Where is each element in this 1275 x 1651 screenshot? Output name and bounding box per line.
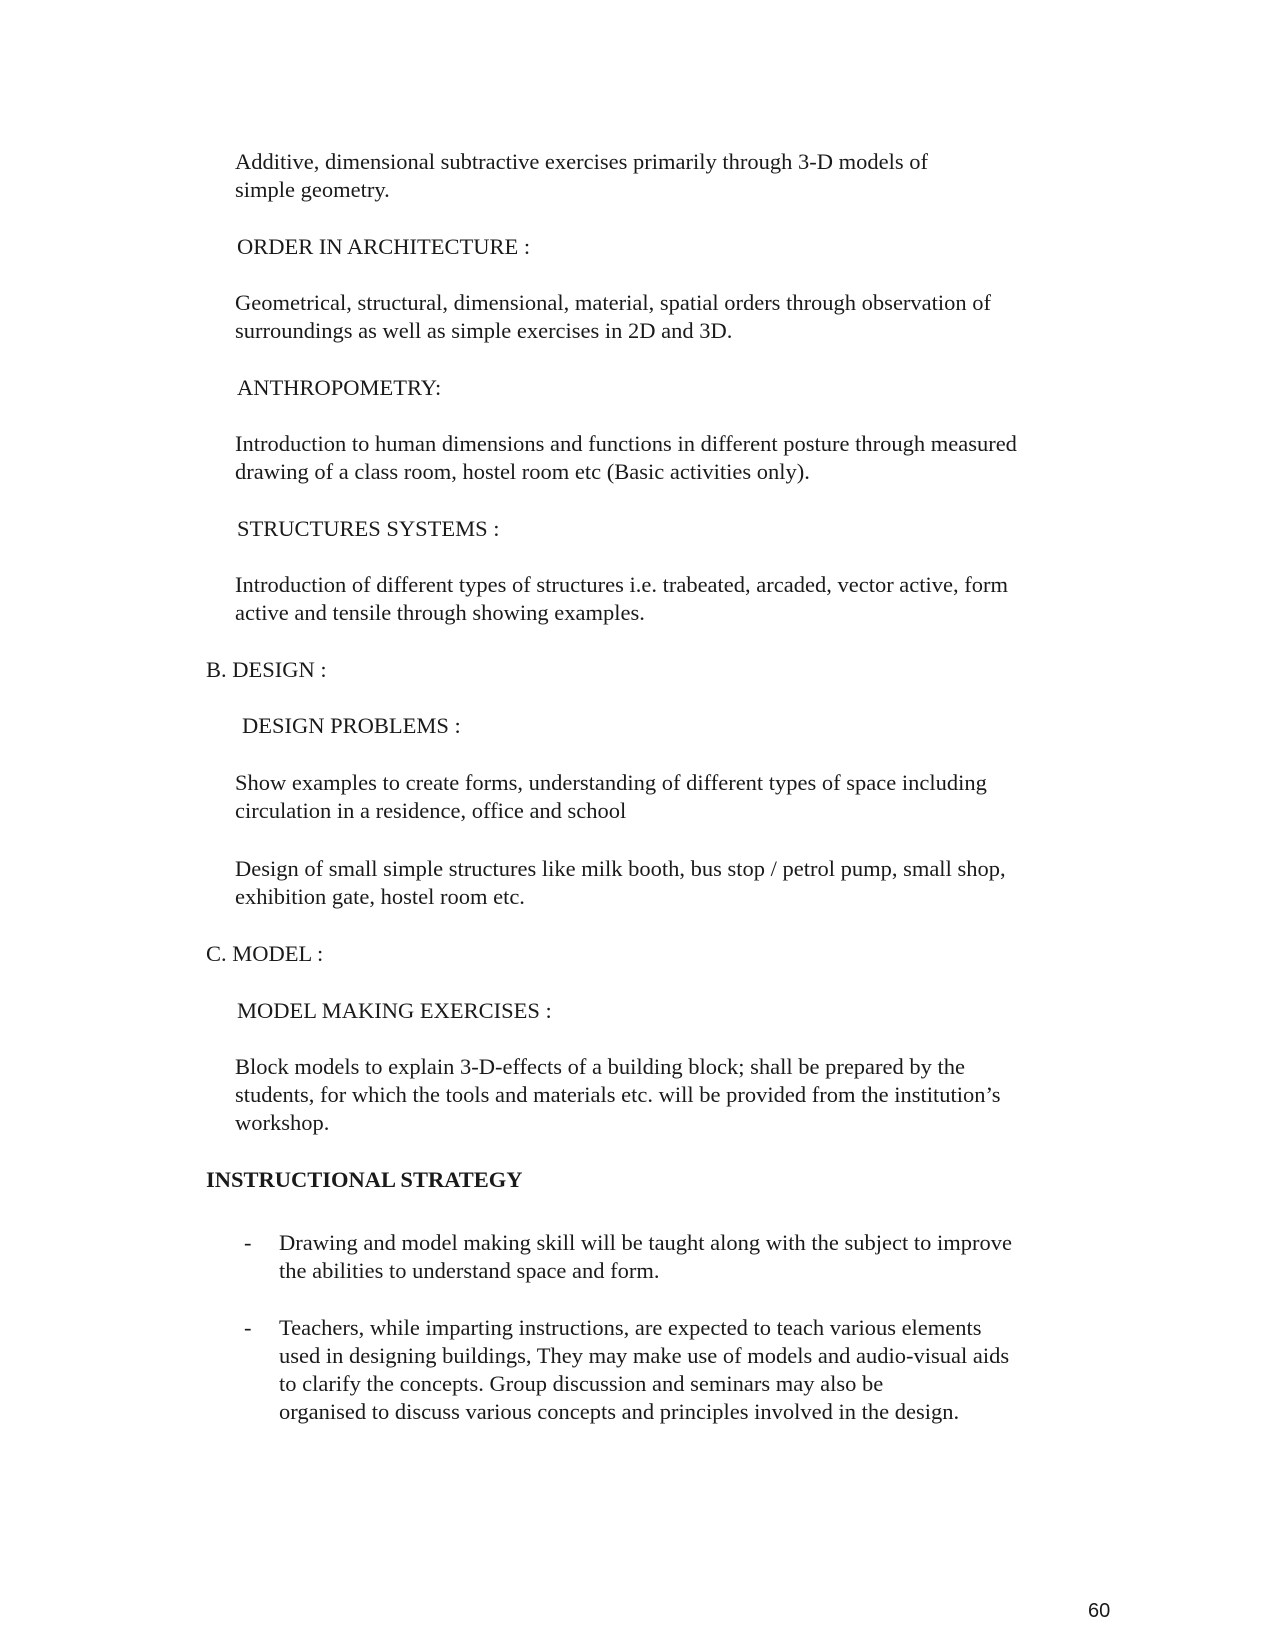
design-section-label: B. DESIGN : — [206, 657, 327, 682]
model-making-heading: MODEL MAKING EXERCISES : — [237, 998, 552, 1023]
strategy-bullet1-line-2: the abilities to understand space and form. — [279, 1258, 660, 1283]
strategy-bullet2-line-2: used in designing buildings, They may make use of models and audio-visual aids — [279, 1343, 1010, 1368]
instructional-strategy-heading: INSTRUCTIONAL STRATEGY — [206, 1167, 523, 1192]
order-line-2: surroundings as well as simple exercises in 2D and 3D. — [235, 318, 733, 343]
anthropometry-heading: ANTHROPOMETRY: — [237, 375, 442, 400]
intro-line-2: simple geometry. — [235, 177, 390, 202]
design-para1-line-2: circulation in a residence, office and school — [235, 798, 627, 823]
model-line-1: Block models to explain 3-D-effects of a building block; shall be prepared by the — [235, 1054, 966, 1079]
bullet-marker-2: - — [244, 1315, 252, 1340]
model-line-2: students, for which the tools and materials etc. will be provided from the institution’s — [235, 1082, 1001, 1107]
strategy-bullet2-line-4: organised to discuss various concepts and principles involved in the design. — [279, 1399, 960, 1424]
anthropometry-line-1: Introduction to human dimensions and functions in different posture through measured — [235, 431, 1017, 456]
design-para2-line-1: Design of small simple structures like milk booth, bus stop / petrol pump, small shop, — [235, 856, 1006, 881]
structures-line-2: active and tensile through showing examples. — [235, 600, 645, 625]
bullet-marker-1: - — [244, 1230, 252, 1255]
strategy-bullet1-line-1: Drawing and model making skill will be taught along with the subject to improve — [279, 1230, 1012, 1255]
strategy-bullet2-line-1: Teachers, while imparting instructions, are expected to teach various elements — [279, 1315, 982, 1340]
design-para2-line-2: exhibition gate, hostel room etc. — [235, 884, 525, 909]
model-line-3: workshop. — [235, 1110, 330, 1135]
anthropometry-line-2: drawing of a class room, hostel room etc (Basic activities only). — [235, 459, 810, 484]
structures-heading: STRUCTURES SYSTEMS : — [237, 516, 500, 541]
design-para1-line-1: Show examples to create forms, understanding of different types of space including — [235, 770, 987, 795]
model-section-label: C. MODEL : — [206, 941, 324, 966]
strategy-bullet2-line-3: to clarify the concepts. Group discussion and seminars may also be — [279, 1371, 884, 1396]
order-heading: ORDER IN ARCHITECTURE : — [237, 234, 531, 259]
intro-line-1: Additive, dimensional subtractive exercises primarily through 3-D models of — [235, 149, 928, 174]
page-number: 60 — [1088, 1600, 1111, 1622]
order-line-1: Geometrical, structural, dimensional, material, spatial orders through observation of — [235, 290, 992, 315]
design-problems-heading: DESIGN PROBLEMS : — [242, 713, 461, 738]
structures-line-1: Introduction of different types of structures i.e. trabeated, arcaded, vector active, form — [235, 572, 1009, 597]
